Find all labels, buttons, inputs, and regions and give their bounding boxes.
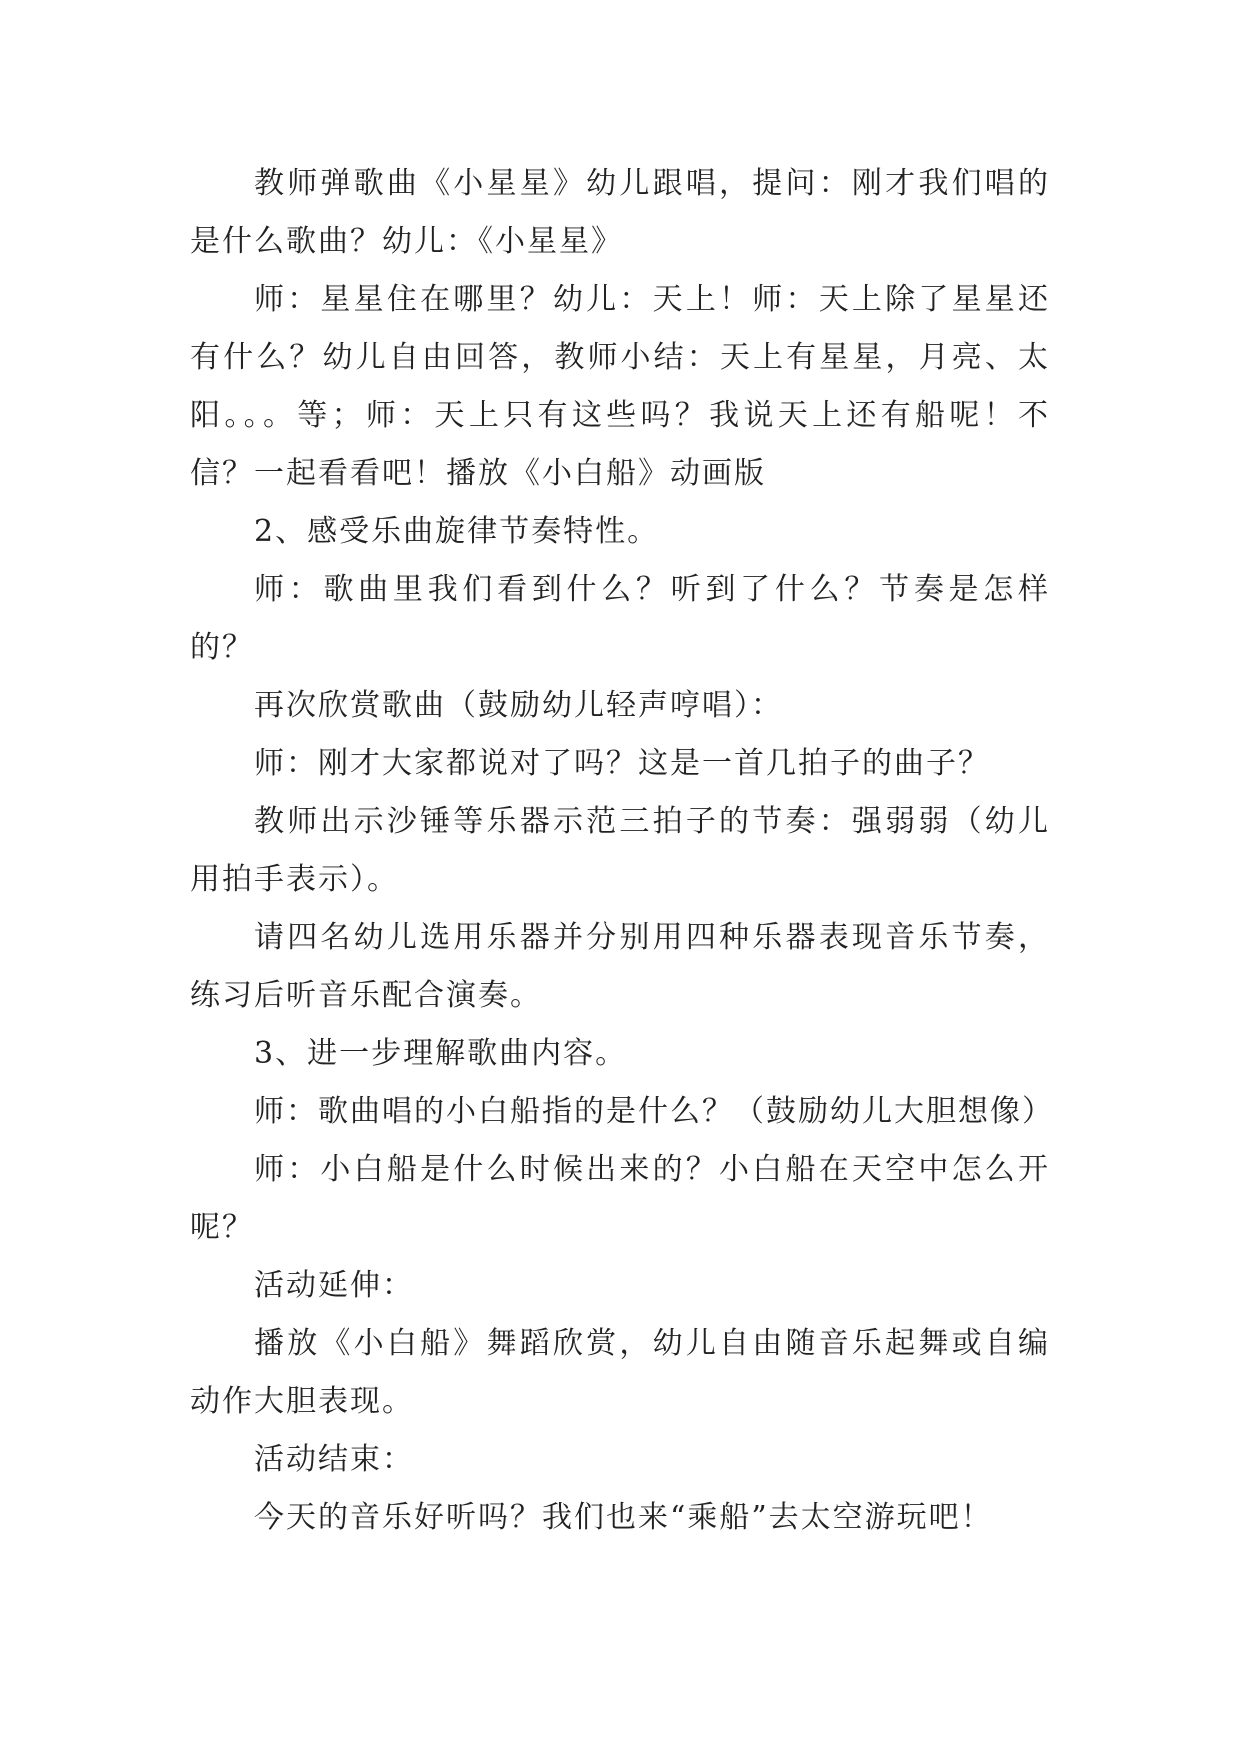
paragraph-boat-when: 师：小白船是什么时候出来的？小白船在天空中怎么开呢？ [190,1152,1050,1245]
heading-activity-extension: 活动延伸： [254,1268,414,1303]
paragraph-listen-again: 再次欣赏歌曲（鼓励幼儿轻声哼唱）： [254,688,783,723]
paragraph-stars-dialogue: 师：星星住在哪里？幼儿：天上！师：天上除了星星还有什么？幼儿自由回答，教师小结：天上有星星，月亮、太阳。。。等；师：天上只有这些吗？我说天上还有船呢！不信？一起看看吧！播放《小白船》动画版 [190,282,1050,491]
paragraph-question-heard: 师：歌曲里我们看到什么？听到了什么？节奏是怎样的？ [190,572,1050,665]
paragraph-intro-song: 教师弹歌曲《小星星》幼儿跟唱，提问：刚才我们唱的是什么歌曲？幼儿：《小星星》 [190,166,1050,259]
heading-activity-end: 活动结束： [254,1442,414,1477]
paragraph-dance: 播放《小白船》舞蹈欣赏，幼儿自由随音乐起舞或自编动作大胆表现。 [190,1326,1050,1419]
section-heading-3: 3、进一步理解歌曲内容。 [254,1036,628,1071]
paragraph-instruments: 请四名幼儿选用乐器并分别用四种乐器表现音乐节奏，练习后听音乐配合演奏。 [190,920,1050,1013]
section-heading-2: 2、感受乐曲旋律节奏特性。 [254,514,660,549]
paragraph-demo-rhythm: 教师出示沙锤等乐器示范三拍子的节奏：强弱弱（幼儿用拍手表示）。 [190,804,1050,897]
paragraph-beat-question: 师：刚才大家都说对了吗？这是一首几拍子的曲子？ [254,746,990,781]
document-page [190,155,1054,1547]
paragraph-boat-meaning: 师：歌曲唱的小白船指的是什么？（鼓励幼儿大胆想像） [254,1094,1054,1129]
paragraph-closing: 今天的音乐好听吗？我们也来“乘船”去太空游玩吧！ [254,1500,993,1535]
